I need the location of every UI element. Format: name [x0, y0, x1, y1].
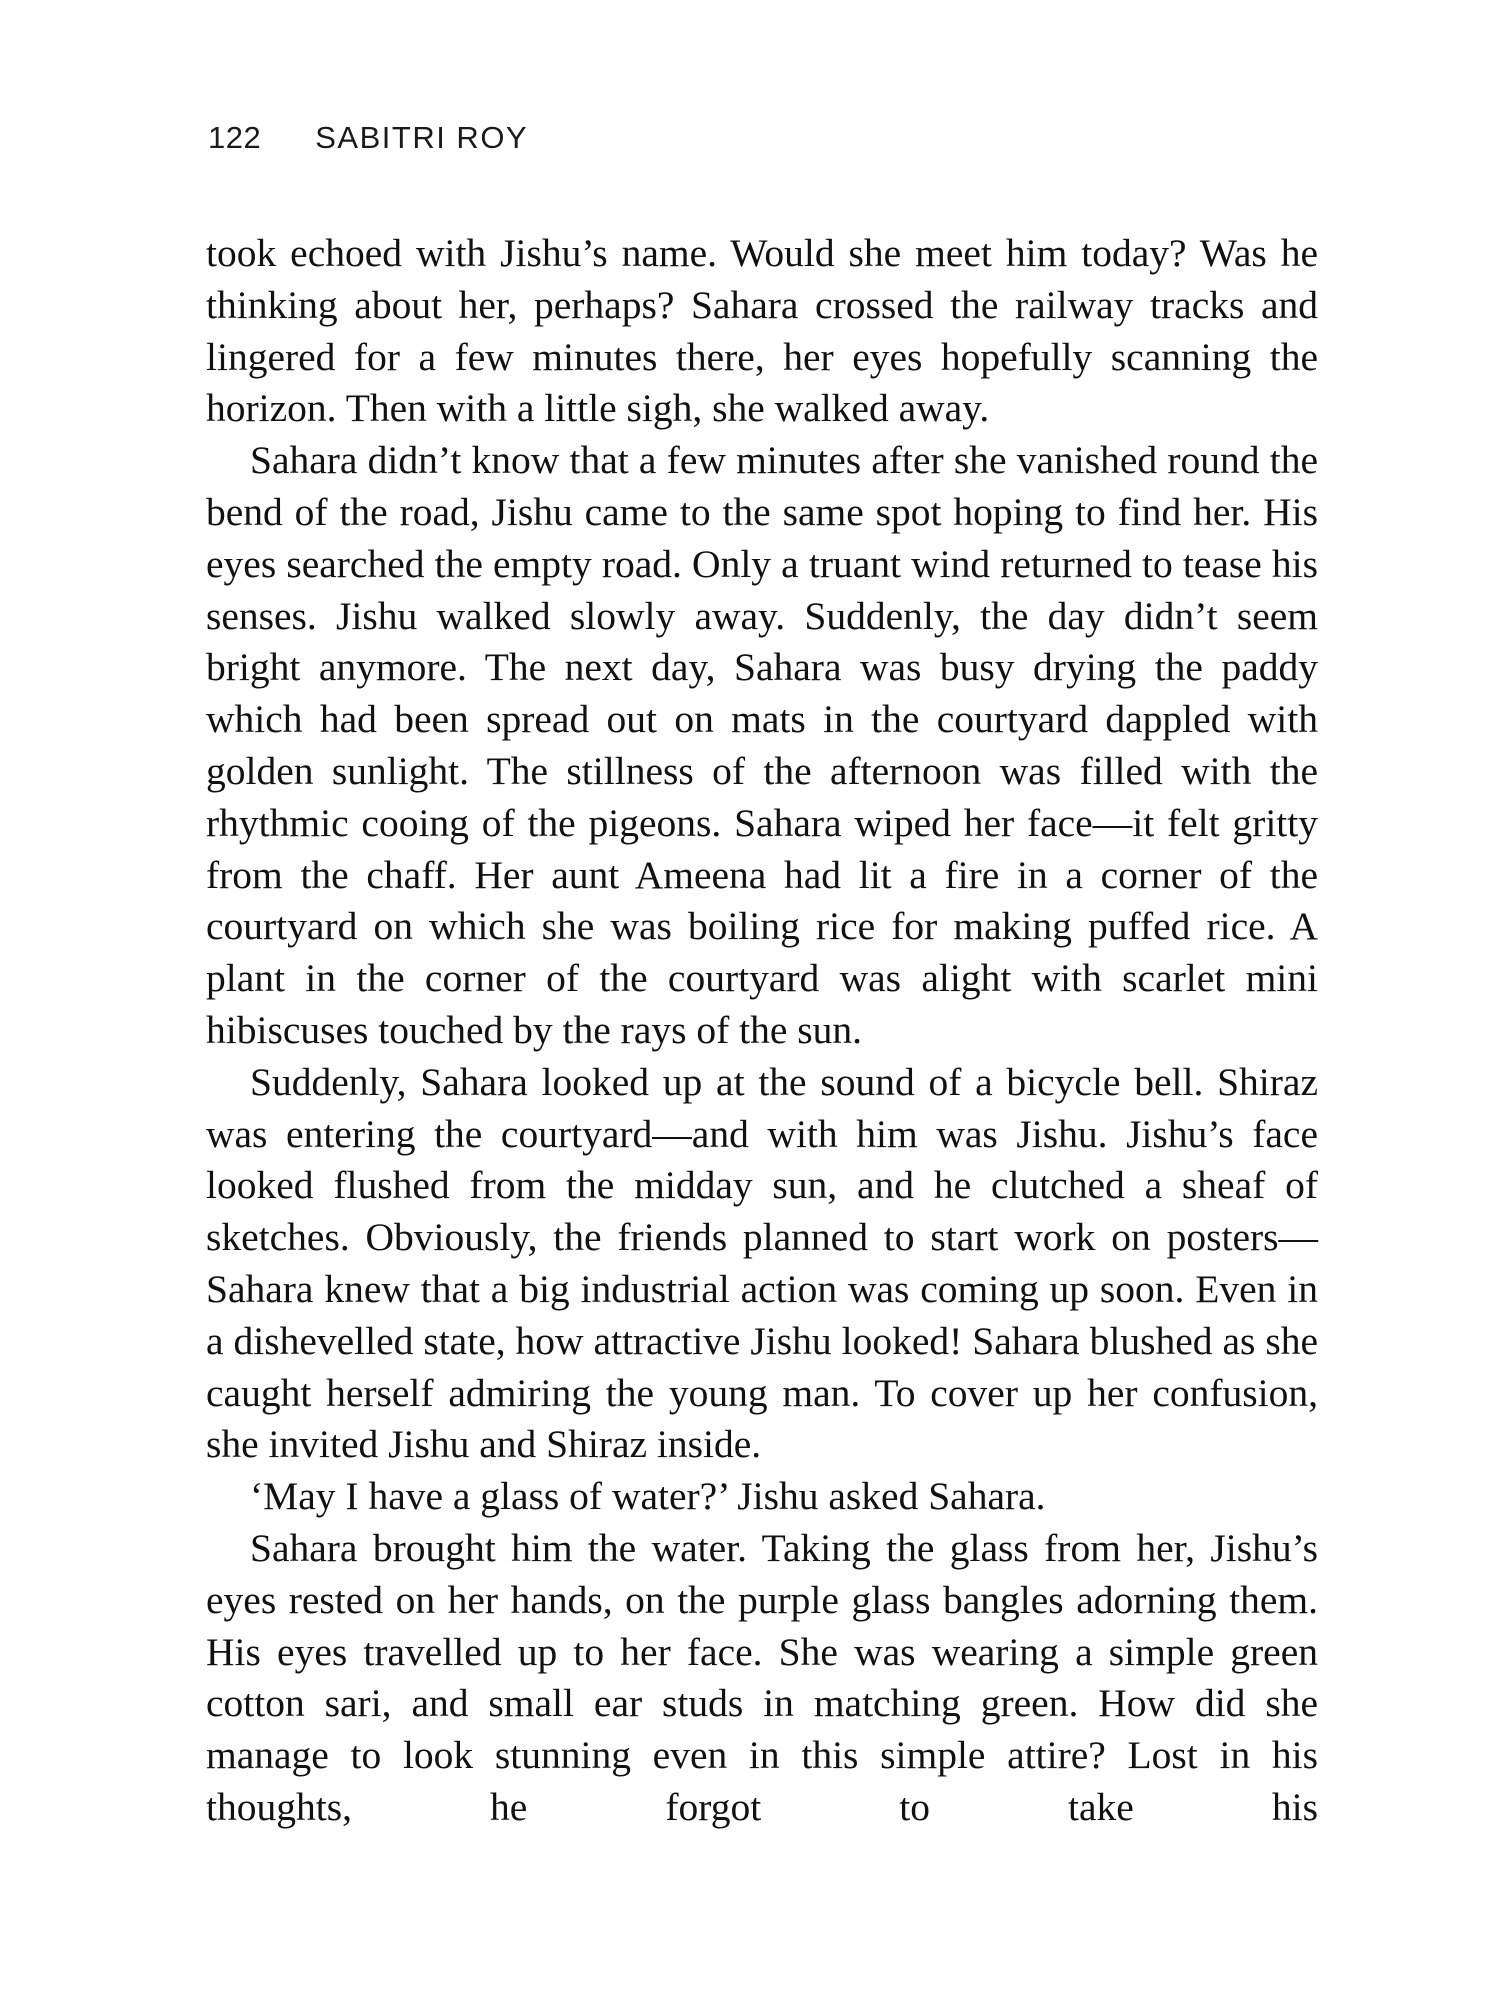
running-head [208, 120, 528, 156]
paragraph-3: Suddenly, Sahara looked up at the sound of a bicycle bell. Shiraz was entering the courtyard—and with him was Jishu. Jishu’s face looked flushed from the midday sun, and he clutched a sheaf of sketches. Obviously, the friends planned to start work on posters—Sahara knew that a big industrial action was coming up soon. Even in a dishevelled state, how attractive Jishu looked! Sahara blushed as she caught herself admiring the young man. To cover up her confusion, she invited Jishu and Shiraz inside. [206, 1059, 1318, 1467]
paragraph-5: Sahara brought him the water. Taking the glass from her, Jishu’s eyes rested on her hands, on the purple glass bangles adorning them. His eyes travelled up to her face. She was wearing a simple green cotton sari, and small ear studs in matching green. How did she manage to look stunning even in this simple attire? Lost in his thoughts, he forgot to take his [206, 1525, 1318, 1829]
author-name: SABITRI ROY [315, 120, 529, 155]
paragraph-2: Sahara didn’t know that a few minutes after she vanished round the bend of the road, Jishu came to the same spot hoping to find her. His eyes searched the empty road. Only a truant wind returned to tease his senses. Jishu walked slowly away. Suddenly, the day didn’t seem bright anymore. The next day, Sahara was busy drying the paddy which had been spread out on mats in the courtyard dappled with golden sunlight. The stillness of the afternoon was filled with the rhythmic cooing of the pigeons. Sahara wiped her face—it felt gritty from the chaff. Her aunt Ameena had lit a fire in a corner of the courtyard on which she was boiling rice for making puffed rice. A plant in the corner of the courtyard was alight with scarlet mini hibiscuses touched by the rays of the sun. [206, 438, 1318, 1052]
page-number: 122 [208, 120, 262, 155]
body-text [206, 228, 1318, 1834]
paragraph-4: ‘May I have a glass of water?’ Jishu asked Sahara. [250, 1474, 1046, 1519]
paragraph-1: took echoed with Jishu’s name. Would she meet him today? Was he thinking about her, perhaps? Sahara crossed the railway tracks and lingered for a few minutes there, her eyes hopefully scanning the horizon. Then with a little sigh, she walked away. [206, 231, 1318, 431]
